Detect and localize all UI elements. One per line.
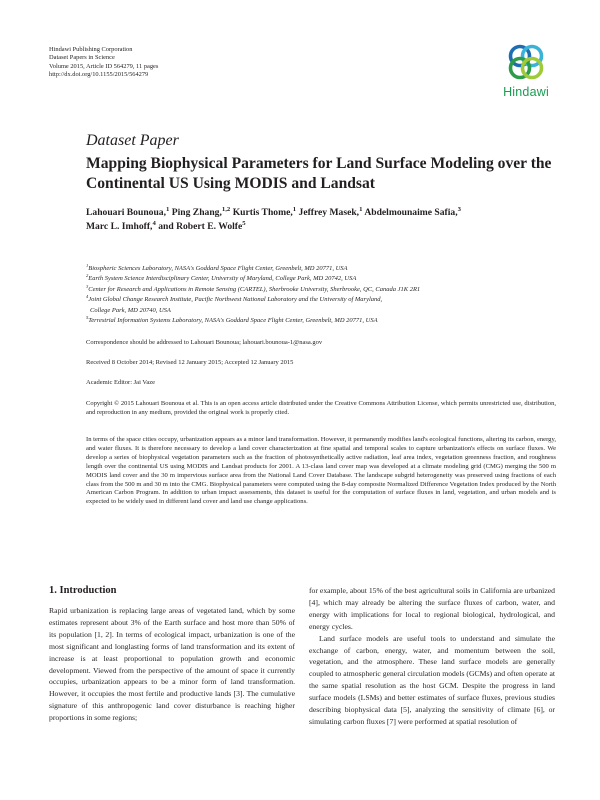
intro-column-right bbox=[309, 585, 555, 728]
academic-editor: Academic Editor: Jai Vaze bbox=[86, 379, 156, 386]
author: Ping Zhang,$^{1,2}$ bbox=[171, 205, 231, 218]
affiliation: $^5$Terrestrial Information Systems Laboratory, NASA's Goddard Space Flight Center, Greenbelt, MD 20771, USA bbox=[86, 314, 378, 325]
paper-type: Dataset Paper bbox=[86, 132, 179, 149]
copyright-notice: Copyright © 2015 Lahouari Bounoua et al. This is an open access article distributed under the Creative Commons Attribution License, which permits unrestricted use, distribution, and reproduction in any medium, provided the original work is properly cited. bbox=[86, 400, 556, 416]
affiliation-list bbox=[86, 264, 556, 326]
author: Abdelmounaime Safia,$^3$ bbox=[364, 205, 461, 218]
affiliation: $^3$Center for Research and Applications in Remote Sensing (CARTEL), Sherbrooke University, Sherbrooke, QC, Canada J1K 2R1 bbox=[86, 283, 421, 293]
correspondence: Correspondence should be addressed to Lahouari Bounoua; lahouari.bounoua-1@nasa.gov bbox=[86, 339, 323, 346]
volume-info: Volume 2015, Article ID 564279, 11 pages bbox=[49, 62, 159, 70]
journal-header bbox=[49, 46, 158, 80]
hindawi-wordmark: Hindawi bbox=[503, 85, 549, 99]
author-list bbox=[86, 206, 556, 234]
author: Lahouari Bounoua,$^1$ bbox=[86, 205, 170, 218]
hindawi-rings-icon bbox=[504, 40, 548, 84]
paragraph: Rapid urbanization is replacing large areas of vegetated land, which by some estimates represent about 3% of the Earth surface and host more than 50% of its population [1, 2]. In terms of ecological impact, urbanization is one of the most significant and longlasting forms of land transformation and its extent of increase is at least proportional to population growth and economic development. Viewed from the perspective of the amount of space it currently occupies, urbanization appears to be a minor form of land transformation. However, it occupies the most fertile and productive lands [3]. The cumulative signature of this anthropogenic land cover disturbance is reaching higher proportions in some regions; bbox=[49, 606, 295, 723]
paragraph: for example, about 15% of the best agricultural soils in California are urbanized [4], which may already be altering the surface fluxes of carbon, water, and energy with implications for local to regional biological, hydrological, and energy cycles. bbox=[309, 586, 555, 631]
affiliation: $^2$Earth System Science Interdisciplinary Center, University of Maryland, College Park, MD 20742, USA bbox=[86, 273, 357, 283]
doi-link[interactable]: http://dx.doi.org/10.1155/2015/564279 bbox=[49, 71, 149, 79]
journal-name: Dataset Papers in Science bbox=[49, 54, 115, 62]
publisher-line: Hindawi Publishing Corporation bbox=[49, 46, 133, 53]
hindawi-logo bbox=[496, 40, 556, 99]
section-heading-introduction: 1. Introduction bbox=[49, 585, 117, 596]
affiliation-continued: College Park, MD 20740, USA bbox=[90, 306, 171, 314]
article-dates: Received 8 October 2014; Revised 12 January 2015; Accepted 12 January 2015 bbox=[86, 359, 294, 366]
author: and Robert E. Wolfe$^5$ bbox=[158, 219, 246, 232]
affiliation: $^4$Joint Global Change Research Institute, Pacific Northwest National Laboratory and the University of Maryland, bbox=[86, 294, 383, 304]
abstract: In terms of the space cities occupy, urbanization appears as a minor land transformation. However, it permanently modifies land's ecological functions, altering its carbon, energy, and water fluxes. It is therefore necessary to develop a land cover characterization at fine spatial and temporal scales to capture urbanization's effects on surface fluxes. We develop a series of biophysical vegetation parameters such as the fraction of photosynthetically active radiation, leaf area index, vegetation greenness fraction, and roughness length over the continental US using MODIS and Landsat products for 2001. A 13-class land cover map was developed at a climate modeling grid (CMG) merging the 500 m MODIS land cover and the 30 m impervious surface area from the National Land Cover Database. The landscape subgrid heterogeneity was preserved using fractions of each class from the 500 m and 30 m into the CMG. Biophysical parameters were computed using the 8-day composite Normalized Difference Vegetation Index produced by the North American Carbon Program. In addition to urban impact assessments, this dataset is useful for the computation of surface fluxes in land, vegetation, and urban models and is expected to be widely used in different land cover and land use change applications. bbox=[86, 436, 556, 506]
intro-column-left bbox=[49, 605, 295, 724]
author: Marc L. Imhoff,$^4$ bbox=[86, 219, 156, 232]
paper-title: Mapping Biophysical Parameters for Land Surface Modeling over the Continental US Using MODIS and Landsat bbox=[86, 155, 552, 192]
author: Kurtis Thome,$^1$ bbox=[232, 205, 297, 218]
affiliation: $^1$Biospheric Sciences Laboratory, NASA's Goddard Space Flight Center, Greenbelt, MD 20771, USA bbox=[86, 262, 348, 272]
author: Jeffrey Masek,$^1$ bbox=[298, 205, 363, 218]
paragraph: Land surface models are useful tools to understand and simulate the exchange of carbon, energy, water, and momentum between the soil, vegetation, and the atmosphere. These land surface models are generally coupled to atmospheric general circulation models (GCMs) and often operate at the same spatial resolution as the host GCM. Despite the progress in land surface models (LSMs) and better estimates of surface fluxes, previous studies describing biophysical data [5], analyzing the sensitivity of climate [6], or simulating carbon fluxes [7] were performed at spatial resolution of bbox=[309, 633, 555, 726]
